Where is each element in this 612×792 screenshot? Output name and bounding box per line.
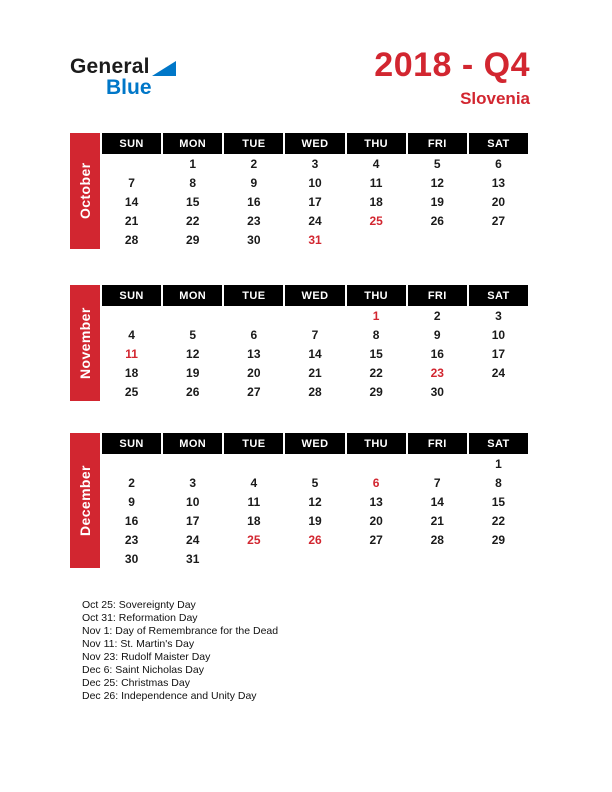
date-cell: 5 bbox=[189, 327, 197, 342]
date-cell: 13 bbox=[247, 346, 261, 361]
date-cell: 29 bbox=[369, 384, 383, 399]
date-cell: 11 bbox=[125, 346, 138, 361]
date-cell: 12 bbox=[186, 346, 200, 361]
date-cell: 3 bbox=[495, 308, 502, 323]
date-cell: 15 bbox=[186, 194, 200, 209]
date-cell: 26 bbox=[308, 532, 322, 547]
date-cell bbox=[102, 154, 161, 173]
date-cell: 10 bbox=[186, 494, 200, 509]
holiday-note: Dec 26: Independence and Unity Day bbox=[82, 690, 257, 702]
date-cell bbox=[285, 454, 344, 473]
date-cell: 1 bbox=[372, 308, 380, 323]
date-cell: 18 bbox=[247, 513, 261, 528]
page-title: 2018 - Q4 bbox=[374, 46, 530, 84]
date-cell: 7 bbox=[311, 327, 319, 342]
date-cell bbox=[224, 306, 283, 325]
logo-text-blue: Blue bbox=[106, 76, 152, 99]
date-cell bbox=[469, 230, 528, 249]
date-cell: 5 bbox=[433, 156, 441, 171]
day-header: FRI bbox=[408, 433, 467, 454]
date-cell: 31 bbox=[186, 551, 200, 566]
date-cell: 24 bbox=[308, 213, 322, 228]
date-cell bbox=[408, 549, 467, 568]
day-header: SAT bbox=[469, 133, 528, 154]
date-cell: 27 bbox=[491, 213, 506, 228]
date-cell: 2 bbox=[433, 308, 441, 323]
date-cell: 12 bbox=[430, 175, 444, 190]
date-cell: 28 bbox=[124, 232, 139, 247]
holiday-notes bbox=[82, 599, 278, 703]
date-cell: 29 bbox=[491, 532, 506, 547]
date-cell: 24 bbox=[491, 365, 506, 380]
date-cell bbox=[469, 382, 528, 401]
date-cell: 3 bbox=[189, 475, 197, 490]
day-header: MON bbox=[163, 133, 222, 154]
date-cell: 20 bbox=[247, 365, 261, 380]
date-cell: 26 bbox=[186, 384, 200, 399]
date-cell bbox=[224, 549, 283, 568]
date-cell: 11 bbox=[369, 175, 383, 190]
holiday-note: Dec 6: Saint Nicholas Day bbox=[82, 664, 204, 676]
date-cell: 9 bbox=[433, 327, 441, 342]
date-cell: 4 bbox=[372, 156, 380, 171]
date-cell: 18 bbox=[369, 194, 383, 209]
date-cell: 27 bbox=[247, 384, 261, 399]
date-cell: 6 bbox=[495, 156, 502, 171]
date-cell: 14 bbox=[430, 494, 444, 509]
date-cell: 13 bbox=[369, 494, 383, 509]
date-cell bbox=[347, 549, 406, 568]
date-cell bbox=[408, 454, 467, 473]
date-cell: 30 bbox=[430, 384, 444, 399]
date-cell: 21 bbox=[430, 513, 444, 528]
date-cell: 26 bbox=[430, 213, 444, 228]
day-header: FRI bbox=[408, 133, 467, 154]
date-cell: 23 bbox=[247, 213, 261, 228]
date-cell: 19 bbox=[430, 194, 444, 209]
date-cell: 25 bbox=[124, 384, 139, 399]
day-header: MON bbox=[163, 285, 222, 306]
date-cell: 1 bbox=[495, 456, 502, 471]
day-header: FRI bbox=[408, 285, 467, 306]
date-cell: 27 bbox=[369, 532, 383, 547]
general-blue-logo bbox=[70, 55, 176, 100]
day-header: WED bbox=[285, 133, 344, 154]
date-cell bbox=[285, 306, 344, 325]
date-cell: 31 bbox=[308, 232, 322, 247]
day-header: WED bbox=[285, 433, 344, 454]
day-header: SUN bbox=[102, 133, 161, 154]
date-cell bbox=[102, 306, 161, 325]
day-header: WED bbox=[285, 285, 344, 306]
date-cell: 8 bbox=[189, 175, 197, 190]
date-cell: 23 bbox=[124, 532, 139, 547]
date-cell: 22 bbox=[369, 365, 383, 380]
calendar-table-december bbox=[100, 433, 530, 568]
date-cell: 19 bbox=[186, 365, 200, 380]
date-cell: 25 bbox=[369, 213, 383, 228]
day-header: SAT bbox=[469, 433, 528, 454]
month-label: December bbox=[70, 433, 100, 568]
title-block bbox=[374, 46, 530, 109]
day-header: TUE bbox=[224, 433, 283, 454]
month-block-october bbox=[70, 133, 530, 249]
date-cell: 9 bbox=[128, 494, 135, 509]
date-cell: 6 bbox=[250, 327, 258, 342]
date-cell: 23 bbox=[430, 365, 444, 380]
date-cell: 10 bbox=[308, 175, 322, 190]
date-cell: 7 bbox=[433, 475, 441, 490]
day-header: SAT bbox=[469, 285, 528, 306]
holiday-note: Oct 31: Reformation Day bbox=[82, 612, 198, 624]
date-cell: 25 bbox=[247, 532, 261, 547]
date-cell: 8 bbox=[372, 327, 380, 342]
holiday-note: Nov 23: Rudolf Maister Day bbox=[82, 651, 211, 663]
month-block-december bbox=[70, 433, 530, 568]
date-cell: 17 bbox=[308, 194, 322, 209]
date-cell: 30 bbox=[247, 232, 261, 247]
date-cell: 18 bbox=[124, 365, 139, 380]
date-cell: 11 bbox=[247, 494, 261, 509]
date-cell: 19 bbox=[308, 513, 322, 528]
date-cell: 8 bbox=[495, 475, 502, 490]
day-header: TUE bbox=[224, 285, 283, 306]
date-cell: 2 bbox=[128, 475, 135, 490]
day-header: THU bbox=[347, 285, 406, 306]
date-cell: 5 bbox=[311, 475, 319, 490]
day-header: MON bbox=[163, 433, 222, 454]
date-cell: 3 bbox=[311, 156, 319, 171]
date-cell bbox=[163, 454, 222, 473]
date-cell bbox=[224, 454, 283, 473]
date-cell bbox=[408, 230, 467, 249]
date-cell bbox=[469, 549, 528, 568]
month-label: October bbox=[70, 133, 100, 249]
date-cell: 17 bbox=[491, 346, 506, 361]
day-header: SUN bbox=[102, 285, 161, 306]
month-block-november bbox=[70, 285, 530, 401]
page-subtitle: Slovenia bbox=[460, 89, 530, 108]
date-cell bbox=[285, 549, 344, 568]
date-cell: 24 bbox=[186, 532, 200, 547]
day-header: THU bbox=[347, 133, 406, 154]
date-cell: 28 bbox=[430, 532, 444, 547]
date-cell: 20 bbox=[369, 513, 383, 528]
date-cell: 14 bbox=[124, 194, 139, 209]
date-cell: 12 bbox=[308, 494, 322, 509]
day-header: TUE bbox=[224, 133, 283, 154]
date-cell: 28 bbox=[308, 384, 322, 399]
month-label: November bbox=[70, 285, 100, 401]
logo-triangle-icon bbox=[152, 61, 176, 76]
date-cell: 21 bbox=[124, 213, 139, 228]
date-cell: 14 bbox=[308, 346, 322, 361]
day-header: THU bbox=[347, 433, 406, 454]
date-cell: 15 bbox=[491, 494, 506, 509]
date-cell bbox=[102, 454, 161, 473]
date-cell: 22 bbox=[491, 513, 506, 528]
date-cell: 29 bbox=[186, 232, 200, 247]
date-cell: 16 bbox=[124, 513, 139, 528]
holiday-note: Oct 25: Sovereignty Day bbox=[82, 599, 196, 611]
holiday-note: Nov 11: St. Martin's Day bbox=[82, 638, 195, 650]
calendar-table-november bbox=[100, 285, 530, 401]
date-cell: 4 bbox=[250, 475, 258, 490]
holiday-note: Dec 25: Christmas Day bbox=[82, 677, 190, 689]
date-cell: 17 bbox=[186, 513, 200, 528]
date-cell: 13 bbox=[491, 175, 506, 190]
logo-text-general: General bbox=[70, 55, 150, 78]
date-cell: 16 bbox=[430, 346, 444, 361]
date-cell: 2 bbox=[250, 156, 258, 171]
date-cell: 16 bbox=[247, 194, 261, 209]
date-cell bbox=[347, 454, 406, 473]
date-cell: 4 bbox=[128, 327, 135, 342]
date-cell: 10 bbox=[491, 327, 506, 342]
date-cell: 21 bbox=[308, 365, 322, 380]
day-header: SUN bbox=[102, 433, 161, 454]
date-cell: 22 bbox=[186, 213, 200, 228]
date-cell: 7 bbox=[128, 175, 135, 190]
date-cell: 1 bbox=[189, 156, 197, 171]
date-cell: 15 bbox=[369, 346, 383, 361]
holiday-note: Nov 1: Day of Remembrance for the Dead bbox=[82, 625, 279, 637]
date-cell: 6 bbox=[372, 475, 380, 490]
date-cell bbox=[347, 230, 406, 249]
calendar-table-october bbox=[100, 133, 530, 249]
date-cell: 9 bbox=[250, 175, 258, 190]
date-cell: 30 bbox=[124, 551, 139, 566]
date-cell: 20 bbox=[491, 194, 506, 209]
date-cell bbox=[163, 306, 222, 325]
